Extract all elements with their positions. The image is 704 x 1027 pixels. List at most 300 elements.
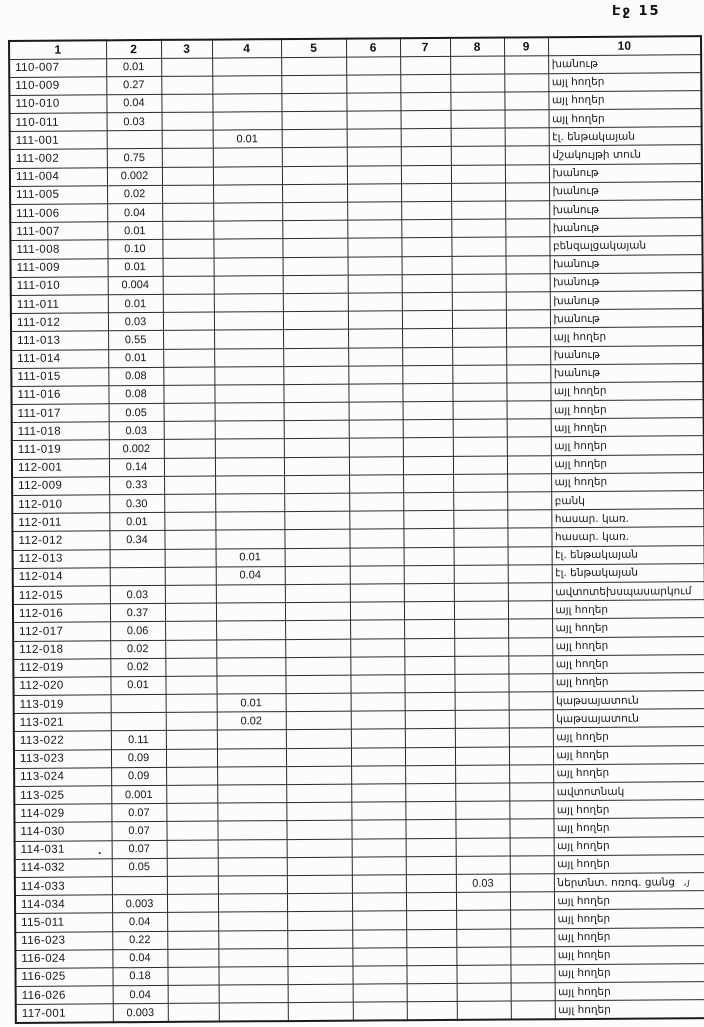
land-use-cell: էլ. ենթակայան [549,127,702,146]
area-value-cell [348,256,402,275]
area-value-cell [218,966,287,985]
area-value-cell [456,856,510,875]
area-value-cell [452,383,506,402]
area-value-cell: 0.003 [113,1004,168,1023]
area-value-cell [406,911,456,930]
area-value-cell: 0.01 [108,349,163,368]
area-value-cell [111,694,166,713]
area-value-cell: 0.01 [213,130,282,149]
area-value-cell: 0.55 [108,331,163,350]
parcel-code-cell: 112-012 [12,531,109,550]
area-value-cell [216,657,285,676]
area-value-cell [352,947,406,966]
parcel-code-cell: 112-020 [13,677,110,696]
land-use-cell: խանութ [550,291,703,310]
area-value-cell [451,110,505,129]
parcel-code-cell: 111-015 [11,367,108,386]
area-value-cell: 0.02 [110,640,165,659]
area-value-cell [508,619,552,637]
area-value-cell [165,640,216,659]
parcel-code-cell: 114-031 [15,840,112,859]
area-value-cell [283,329,348,348]
area-value-cell [455,728,509,747]
area-value-cell [450,56,504,75]
area-value-cell [348,275,402,294]
area-value-cell [285,639,350,658]
area-value-cell [352,966,406,985]
area-value-cell [455,801,509,820]
parcel-code-cell: 117-001 [16,1004,113,1023]
area-value-cell [404,674,454,693]
area-value-cell [286,711,351,730]
area-value-cell [403,438,453,457]
area-value-cell [346,74,400,93]
area-value-cell [350,675,404,694]
area-value-cell [453,437,507,456]
area-value-cell [406,874,456,893]
parcel-code-cell: 110-011 [10,113,107,132]
area-value-cell [164,476,215,495]
area-value-cell: 0.04 [113,985,168,1004]
area-value-cell [283,275,348,294]
area-value-cell [348,311,402,330]
area-value-cell [405,747,455,766]
area-value-cell [453,528,507,547]
column-header: 5 [281,39,346,57]
land-use-cell: այլ հողեր [553,727,704,746]
land-use-cell: խանութ [550,345,703,364]
area-value-cell [350,566,404,585]
area-value-cell [164,458,215,477]
area-value-cell [214,257,283,276]
area-value-cell [162,239,213,258]
area-value-cell [167,858,218,877]
area-value-cell [347,202,401,221]
area-value-cell [214,330,283,349]
area-value-cell [283,293,348,312]
area-value-cell [352,838,406,857]
area-value-cell [218,894,287,913]
area-value-cell [452,274,506,293]
land-use-cell: էլ. ենթակայան [552,563,704,582]
column-header: 9 [504,37,548,55]
land-use-cell: այլ հողեր [549,109,702,128]
land-use-cell: կաթսայատուն [553,691,704,710]
area-value-cell [163,276,214,295]
area-value-cell [505,183,549,201]
area-value-cell [216,603,285,622]
area-value-cell [451,183,505,202]
area-value-cell [451,219,505,238]
area-value-cell [161,94,212,113]
area-value-cell [507,528,551,546]
area-value-cell [286,748,351,767]
area-value-cell [509,765,553,783]
area-value-cell [347,220,401,239]
area-value-cell [351,802,405,821]
area-value-cell [162,112,213,131]
area-value-cell [347,238,401,257]
area-value-cell: 0.001 [111,785,166,804]
area-value-cell [283,348,348,367]
area-value-cell [215,530,284,549]
area-value-cell [163,349,214,368]
area-value-cell [286,820,351,839]
land-use-cell: այլ հողեր [553,800,704,819]
land-use-cell: խանութ [549,181,702,200]
area-value-cell [509,728,553,746]
area-value-cell [406,947,456,966]
area-value-cell [286,802,351,821]
area-value-cell [453,419,507,438]
area-value-cell [405,729,455,748]
area-value-cell [215,421,284,440]
parcel-code-cell: 111-002 [10,149,107,168]
area-value-cell: 0.07 [111,804,166,823]
area-value-cell [510,910,554,928]
area-value-cell [404,620,454,639]
area-value-cell [510,946,554,964]
area-value-cell [456,929,510,948]
parcel-code-cell: 113-021 [14,713,111,732]
parcel-code-cell: 110-009 [9,77,106,96]
area-value-cell [451,128,505,147]
area-value-cell [453,510,507,529]
area-value-cell [348,384,402,403]
area-value-cell [214,348,283,367]
parcel-code-cell: 112-001 [12,458,109,477]
area-value-cell [505,110,549,128]
area-value-cell [165,676,216,695]
area-value-cell [406,929,456,948]
area-value-cell [110,549,165,568]
area-value-cell: 0.33 [109,476,164,495]
area-value-cell [168,1003,219,1022]
area-value-cell [507,437,551,455]
land-use-cell: էլ. ենթակայան [552,545,704,564]
area-value-cell [213,203,282,222]
area-value-cell: 0.01 [109,513,164,532]
area-value-cell [217,748,286,767]
area-value-cell [507,474,551,492]
area-value-cell: 0.03 [109,422,164,441]
area-value-cell [285,675,350,694]
area-value-cell: 0.37 [110,604,165,623]
area-value-cell [164,512,215,531]
area-value-cell [163,312,214,331]
area-value-cell [455,783,509,802]
area-value-cell [404,638,454,657]
area-value-cell: 0.09 [111,749,166,768]
area-value-cell [404,656,454,675]
area-value-cell [401,110,451,129]
land-use-cell: այլ հողեր [551,454,704,473]
area-value-cell [214,275,283,294]
area-value-cell [507,455,551,473]
area-value-cell [110,567,165,586]
area-value-cell [166,767,217,786]
area-value-cell [402,329,452,348]
area-value-cell [284,402,349,421]
parcel-code-cell: 114-034 [15,895,112,914]
area-value-cell [351,766,405,785]
area-value-cell: 0.07 [111,822,166,841]
parcel-code-cell: 111-016 [11,386,108,405]
area-value-cell [406,893,456,912]
area-value-cell [402,292,452,311]
area-value-cell [347,165,401,184]
area-value-cell: 0.03 [107,112,162,131]
area-value-cell [402,274,452,293]
parcel-code-cell: 113-025 [14,786,111,805]
area-value-cell [505,164,549,182]
land-use-cell: կաթսայատուն [553,709,704,728]
area-value-cell [283,257,348,276]
area-value-cell [509,692,553,710]
column-header: 8 [450,38,504,56]
area-value-cell [504,55,548,73]
area-value-cell [351,711,405,730]
area-value-cell [452,328,506,347]
area-value-cell [349,529,403,548]
land-use-cell: այլ հողեր [553,745,704,764]
area-value-cell [504,92,548,110]
area-value-cell [406,838,456,857]
area-value-cell [282,202,347,221]
area-value-cell [166,749,217,768]
area-value-cell [402,256,452,275]
parcel-code-cell: 112-014 [13,568,110,587]
area-value-cell [407,1002,457,1021]
area-value-cell [166,694,217,713]
area-value-cell [405,783,455,802]
land-use-cell: այլ հողեր [554,927,704,946]
parcel-code-cell: 111-017 [12,404,109,423]
area-value-cell [507,419,551,437]
parcel-code-cell: 110-007 [9,58,106,77]
area-value-cell: 0.03 [456,874,510,893]
land-use-cell: մշակույթի տուն [549,145,702,164]
area-value-cell [452,347,506,366]
area-value-cell [403,492,453,511]
table-body [9,54,704,1023]
area-value-cell [111,713,166,732]
land-use-cell: այլ հողեր [555,1000,704,1020]
area-value-cell [403,511,453,530]
land-use-cell: այլ հողեր [551,472,704,491]
land-use-cell: այլ հողեր [548,91,701,110]
parcel-code-cell: 111-007 [10,222,107,241]
parcel-code-cell: 111-014 [11,349,108,368]
area-value-cell [167,876,218,895]
area-value-cell [508,637,552,655]
area-value-cell [510,892,554,910]
parcel-code-cell: 114-030 [14,822,111,841]
land-use-cell: այլ հողեր [551,418,704,437]
area-value-cell [349,402,403,421]
area-value-cell [350,584,404,603]
parcel-code-cell: 110-010 [9,95,106,114]
area-value-cell [217,766,286,785]
area-value-cell [285,657,350,676]
parcel-code-cell: 111-004 [10,167,107,186]
area-value-cell [214,366,283,385]
page-number: Էջ 15 [612,4,661,19]
area-value-cell [510,874,554,892]
parcel-code-cell: 114-029 [14,804,111,823]
area-value-cell [287,839,352,858]
area-value-cell [351,729,405,748]
land-use-cell: խանութ [549,218,702,237]
area-value-cell [509,783,553,801]
parcel-code-cell: 116-024 [15,949,112,968]
area-value-cell [450,92,504,111]
area-value-cell [406,965,456,984]
area-value-cell [166,712,217,731]
area-value-cell [403,401,453,420]
area-value-cell: 0.02 [110,658,165,677]
area-value-cell [282,239,347,258]
land-use-cell: այլ հողեր [552,636,704,655]
margin-scribble-artifact: ,յ [683,876,691,889]
area-value-cell [286,766,351,785]
area-value-cell: 0.02 [217,712,286,731]
land-use-cell: ավտոտեխսպասարկում [552,582,704,601]
area-value-cell: 0.03 [108,313,163,332]
area-value-cell [166,803,217,822]
land-use-cell: այլ հողեր [550,382,703,401]
parcel-code-cell: 112-013 [13,549,110,568]
area-value-cell [215,403,284,422]
parcel-code-cell: 116-023 [15,931,112,950]
area-value-cell [167,912,218,931]
area-value-cell [456,947,510,966]
area-value-cell [405,765,455,784]
area-value-cell [284,457,349,476]
area-value-cell [505,237,549,255]
area-value-cell [212,75,281,94]
area-value-cell [165,658,216,677]
area-value-cell [167,949,218,968]
area-value-cell [162,130,213,149]
area-value-cell [217,821,286,840]
area-value-cell [284,511,349,530]
area-value-cell [455,710,509,729]
area-value-cell [215,439,284,458]
land-use-cell: խանութ [550,309,703,328]
area-value-cell [351,784,405,803]
area-value-cell [285,548,350,567]
area-value-cell [403,474,453,493]
area-value-cell [281,93,346,112]
parcel-code-cell: 111-009 [11,258,108,277]
parcel-code-cell: 112-011 [12,513,109,532]
area-value-cell [404,565,454,584]
area-value-cell [508,655,552,673]
area-value-cell [351,693,405,712]
area-value-cell [507,401,551,419]
area-value-cell [508,674,552,692]
area-value-cell [218,857,287,876]
parcel-code-cell: 114-032 [15,859,112,878]
area-value-cell [405,802,455,821]
parcel-code-cell: 113-019 [14,695,111,714]
area-value-cell: 0.01 [106,58,161,77]
parcel-code-cell: 112-009 [12,477,109,496]
parcel-code-cell: 112-017 [13,622,110,641]
area-value-cell [508,564,552,582]
area-value-cell [165,567,216,586]
land-use-cell: այլ հողեր [554,909,704,928]
parcel-code-cell: 113-024 [14,768,111,787]
area-value-cell [451,146,505,165]
area-value-cell [456,910,510,929]
area-value-cell [400,92,450,111]
area-value-cell [506,383,550,401]
area-value-cell [404,602,454,621]
parcel-code-cell: 111-010 [11,277,108,296]
land-use-cell: ներտնտ. ոռոգ. ցանց [554,873,704,892]
area-value-cell [165,549,216,568]
area-value-cell [218,912,287,931]
area-value-cell [508,583,552,601]
area-value-cell [351,747,405,766]
area-value-cell [112,876,167,895]
area-value-cell [506,310,550,328]
parcel-code-cell: 111-019 [12,440,109,459]
area-value-cell [511,983,555,1001]
area-value-cell [454,583,508,602]
area-value-cell [451,201,505,220]
area-value-cell [163,294,214,313]
area-value-cell [348,365,402,384]
area-value-cell [285,620,350,639]
area-value-cell [218,948,287,967]
area-value-cell [455,819,509,838]
area-value-cell [348,293,402,312]
land-use-cell: այլ հողեր [554,964,704,983]
area-value-cell [403,456,453,475]
land-use-cell: ավտոտնակ [553,782,704,801]
area-value-cell [401,147,451,166]
parcel-code-cell: 111-006 [10,204,107,223]
area-value-cell [165,585,216,604]
area-value-cell [285,602,350,621]
area-value-cell [456,965,510,984]
area-value-cell [452,292,506,311]
area-value-cell [213,112,282,131]
parcel-code-cell: 115-011 [15,913,112,932]
parcel-code-cell: 111-013 [11,331,108,350]
area-value-cell: 0.09 [111,767,166,786]
area-value-cell: 0.01 [107,222,162,241]
area-value-cell [352,893,406,912]
area-value-cell [214,384,283,403]
area-value-cell [284,530,349,549]
area-value-cell [352,929,406,948]
area-value-cell [288,1002,353,1021]
area-value-cell [353,1002,407,1021]
area-value-cell [348,329,402,348]
area-value-cell [401,129,451,148]
parcel-code-cell: 111-012 [11,313,108,332]
area-value-cell [287,948,352,967]
area-value-cell [165,603,216,622]
area-value-cell [507,492,551,510]
data-table [8,35,704,1024]
area-value-cell [511,1001,555,1020]
area-value-cell [166,821,217,840]
